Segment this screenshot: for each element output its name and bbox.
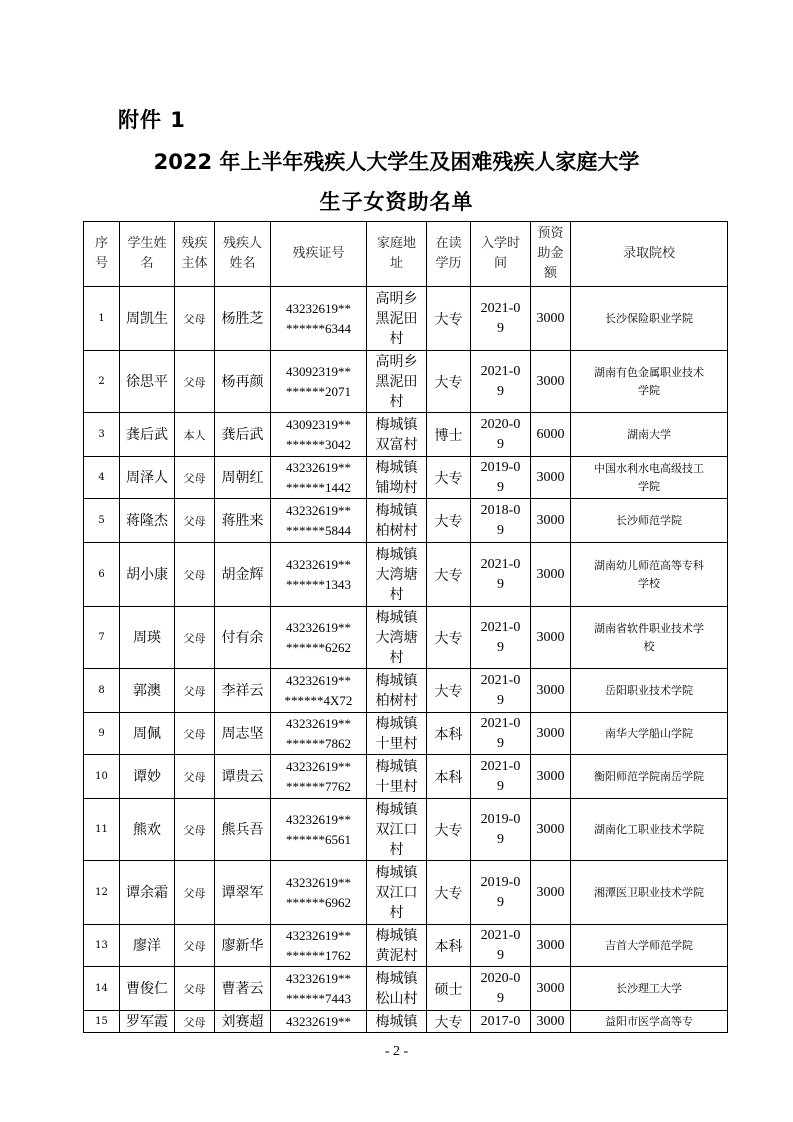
table-row	[84, 755, 728, 799]
table-row	[84, 607, 728, 669]
funding-amount: 3000	[531, 925, 571, 967]
education-level: 大专	[427, 799, 471, 861]
home-address: 梅城镇大湾塘村	[367, 543, 427, 607]
col-header-address: 家庭地址	[367, 222, 427, 287]
disability-subject: 本人	[175, 413, 215, 457]
funding-amount: 3000	[531, 1011, 571, 1033]
admitted-school: 湖南化工职业技术学院	[571, 799, 728, 861]
enrollment-time: 2019-0 9	[471, 861, 531, 925]
row-index: 13	[84, 925, 120, 967]
table-row	[84, 499, 728, 543]
enrollment-time: 2021-0 9	[471, 287, 531, 351]
funding-amount: 3000	[531, 287, 571, 351]
col-header-amount: 预资助金额	[531, 222, 571, 287]
certificate-number: 43232619** ******1762	[271, 925, 367, 967]
table-row	[84, 287, 728, 351]
enrollment-time: 2021-0 9	[471, 669, 531, 713]
home-address: 梅城镇松山村	[367, 967, 427, 1011]
document-title-line1: 2022 年上半年残疾人大学生及困难残疾人家庭大学	[153, 150, 640, 174]
certificate-number: 43232619** ******6561	[271, 799, 367, 861]
student-name: 徐思平	[120, 351, 175, 413]
home-address: 梅城镇双江口村	[367, 861, 427, 925]
table-row	[84, 669, 728, 713]
education-level: 本科	[427, 925, 471, 967]
home-address: 高明乡黑泥田村	[367, 287, 427, 351]
table-row	[84, 713, 728, 755]
enrollment-time: 2021-0 9	[471, 755, 531, 799]
admitted-school: 长沙理工大学	[571, 967, 728, 1011]
disabled-person-name: 谭贵云	[215, 755, 271, 799]
admitted-school: 中国水利水电高级技工学院	[571, 457, 728, 499]
funding-amount: 3000	[531, 799, 571, 861]
certificate-number: 43232619** ******4X72	[271, 669, 367, 713]
home-address: 梅城镇十里村	[367, 755, 427, 799]
education-level: 博士	[427, 413, 471, 457]
funding-amount: 3000	[531, 499, 571, 543]
enrollment-time: 2019-0 9	[471, 799, 531, 861]
student-name: 周凯生	[120, 287, 175, 351]
disabled-person-name: 廖新华	[215, 925, 271, 967]
row-index: 15	[84, 1011, 120, 1033]
education-level: 本科	[427, 713, 471, 755]
student-name: 蒋隆杰	[120, 499, 175, 543]
funding-amount: 3000	[531, 351, 571, 413]
home-address: 高明乡黑泥田村	[367, 351, 427, 413]
student-name: 熊欢	[120, 799, 175, 861]
funding-amount: 3000	[531, 669, 571, 713]
enrollment-time: 2021-0 9	[471, 351, 531, 413]
col-header-education: 在读学历	[427, 222, 471, 287]
row-index: 14	[84, 967, 120, 1011]
disabled-person-name: 谭翠军	[215, 861, 271, 925]
student-name: 周泽人	[120, 457, 175, 499]
document-title-line2: 生子女资助名单	[319, 190, 474, 214]
enrollment-time: 2019-0 9	[471, 457, 531, 499]
education-level: 大专	[427, 1011, 471, 1033]
student-name: 廖洋	[120, 925, 175, 967]
disabled-person-name: 刘赛超	[215, 1011, 271, 1033]
disability-subject: 父母	[175, 755, 215, 799]
funding-amount: 3000	[531, 967, 571, 1011]
disabled-person-name: 胡金辉	[215, 543, 271, 607]
education-level: 硕士	[427, 967, 471, 1011]
certificate-number: 43232619**	[271, 1011, 367, 1033]
student-name: 谭余霜	[120, 861, 175, 925]
col-header-disabled-name: 残疾人姓名	[215, 222, 271, 287]
col-header-student: 学生姓名	[120, 222, 175, 287]
funding-amount: 3000	[531, 861, 571, 925]
certificate-number: 43232619** ******6262	[271, 607, 367, 669]
table-header-row	[84, 222, 728, 287]
disabled-person-name: 龚后武	[215, 413, 271, 457]
col-header-certificate: 残疾证号	[271, 222, 367, 287]
row-index: 9	[84, 713, 120, 755]
table-row	[84, 967, 728, 1011]
funding-amount: 3000	[531, 543, 571, 607]
funding-list-table	[83, 221, 728, 1033]
admitted-school: 益阳市医学高等专	[571, 1011, 728, 1033]
funding-amount: 3000	[531, 755, 571, 799]
education-level: 本科	[427, 755, 471, 799]
enrollment-time: 2017-0	[471, 1011, 531, 1033]
table-row	[84, 543, 728, 607]
table-row	[84, 413, 728, 457]
enrollment-time: 2021-0 9	[471, 713, 531, 755]
row-index: 4	[84, 457, 120, 499]
table-row	[84, 861, 728, 925]
row-index: 10	[84, 755, 120, 799]
certificate-number: 43232619** ******1442	[271, 457, 367, 499]
enrollment-time: 2018-0 9	[471, 499, 531, 543]
disabled-person-name: 杨胜芝	[215, 287, 271, 351]
disability-subject: 父母	[175, 351, 215, 413]
certificate-number: 43092319** ******3042	[271, 413, 367, 457]
admitted-school: 衡阳师范学院南岳学院	[571, 755, 728, 799]
disability-subject: 父母	[175, 499, 215, 543]
disabled-person-name: 蒋胜来	[215, 499, 271, 543]
row-index: 12	[84, 861, 120, 925]
admitted-school: 湘潭医卫职业技术学院	[571, 861, 728, 925]
home-address: 梅城镇黄泥村	[367, 925, 427, 967]
certificate-number: 43232619** ******7443	[271, 967, 367, 1011]
admitted-school: 长沙保险职业学院	[571, 287, 728, 351]
education-level: 大专	[427, 861, 471, 925]
student-name: 周瑛	[120, 607, 175, 669]
education-level: 大专	[427, 287, 471, 351]
row-index: 5	[84, 499, 120, 543]
row-index: 2	[84, 351, 120, 413]
student-name: 罗军霞	[120, 1011, 175, 1033]
row-index: 6	[84, 543, 120, 607]
disabled-person-name: 曹著云	[215, 967, 271, 1011]
certificate-number: 43092319** ******2071	[271, 351, 367, 413]
table-row	[84, 1011, 728, 1033]
disability-subject: 父母	[175, 713, 215, 755]
admitted-school: 湖南有色金属职业技术学院	[571, 351, 728, 413]
admitted-school: 湖南大学	[571, 413, 728, 457]
home-address: 梅城镇铺坳村	[367, 457, 427, 499]
admitted-school: 湖南幼儿师范高等专科学校	[571, 543, 728, 607]
student-name: 郭澳	[120, 669, 175, 713]
funding-amount: 3000	[531, 457, 571, 499]
certificate-number: 43232619** ******7862	[271, 713, 367, 755]
page-number: - 2 -	[384, 1044, 409, 1059]
student-name: 龚后武	[120, 413, 175, 457]
certificate-number: 43232619** ******7762	[271, 755, 367, 799]
enrollment-time: 2021-0 9	[471, 607, 531, 669]
admitted-school: 岳阳职业技术学院	[571, 669, 728, 713]
education-level: 大专	[427, 499, 471, 543]
row-index: 1	[84, 287, 120, 351]
col-header-index: 序号	[84, 222, 120, 287]
disabled-person-name: 熊兵吾	[215, 799, 271, 861]
enrollment-time: 2020-0 9	[471, 967, 531, 1011]
education-level: 大专	[427, 351, 471, 413]
enrollment-time: 2021-0 9	[471, 925, 531, 967]
table-row	[84, 925, 728, 967]
disability-subject: 父母	[175, 799, 215, 861]
col-header-enroll-time: 入学时间	[471, 222, 531, 287]
home-address: 梅城镇柏树村	[367, 669, 427, 713]
home-address: 梅城镇柏树村	[367, 499, 427, 543]
table-row	[84, 457, 728, 499]
attachment-label: 附件 1	[118, 108, 186, 132]
student-name: 胡小康	[120, 543, 175, 607]
funding-amount: 3000	[531, 713, 571, 755]
certificate-number: 43232619** ******5844	[271, 499, 367, 543]
education-level: 大专	[427, 607, 471, 669]
education-level: 大专	[427, 543, 471, 607]
disability-subject: 父母	[175, 669, 215, 713]
col-header-subject: 残疾主体	[175, 222, 215, 287]
home-address: 梅城镇双江口村	[367, 799, 427, 861]
student-name: 周佩	[120, 713, 175, 755]
home-address: 梅城镇双富村	[367, 413, 427, 457]
col-header-school: 录取院校	[571, 222, 728, 287]
disability-subject: 父母	[175, 287, 215, 351]
disabled-person-name: 李祥云	[215, 669, 271, 713]
disabled-person-name: 付有余	[215, 607, 271, 669]
home-address: 梅城镇十里村	[367, 713, 427, 755]
row-index: 11	[84, 799, 120, 861]
admitted-school: 湖南省软件职业技术学校	[571, 607, 728, 669]
enrollment-time: 2021-0 9	[471, 543, 531, 607]
table-row	[84, 351, 728, 413]
disability-subject: 父母	[175, 457, 215, 499]
education-level: 大专	[427, 669, 471, 713]
admitted-school: 吉首大学师范学院	[571, 925, 728, 967]
disability-subject: 父母	[175, 925, 215, 967]
disability-subject: 父母	[175, 861, 215, 925]
row-index: 3	[84, 413, 120, 457]
funding-amount: 3000	[531, 607, 571, 669]
admitted-school: 长沙师范学院	[571, 499, 728, 543]
certificate-number: 43232619** ******6962	[271, 861, 367, 925]
education-level: 大专	[427, 457, 471, 499]
enrollment-time: 2020-0 9	[471, 413, 531, 457]
table-row	[84, 799, 728, 861]
home-address: 梅城镇	[367, 1011, 427, 1033]
student-name: 谭妙	[120, 755, 175, 799]
row-index: 7	[84, 607, 120, 669]
disabled-person-name: 周朝红	[215, 457, 271, 499]
disability-subject: 父母	[175, 967, 215, 1011]
disability-subject: 父母	[175, 607, 215, 669]
student-name: 曹俊仁	[120, 967, 175, 1011]
funding-amount: 6000	[531, 413, 571, 457]
disability-subject: 父母	[175, 543, 215, 607]
admitted-school: 南华大学船山学院	[571, 713, 728, 755]
certificate-number: 43232619** ******1343	[271, 543, 367, 607]
home-address: 梅城镇大湾塘村	[367, 607, 427, 669]
disabled-person-name: 杨再颜	[215, 351, 271, 413]
disabled-person-name: 周志坚	[215, 713, 271, 755]
certificate-number: 43232619** ******6344	[271, 287, 367, 351]
disability-subject: 父母	[175, 1011, 215, 1033]
row-index: 8	[84, 669, 120, 713]
